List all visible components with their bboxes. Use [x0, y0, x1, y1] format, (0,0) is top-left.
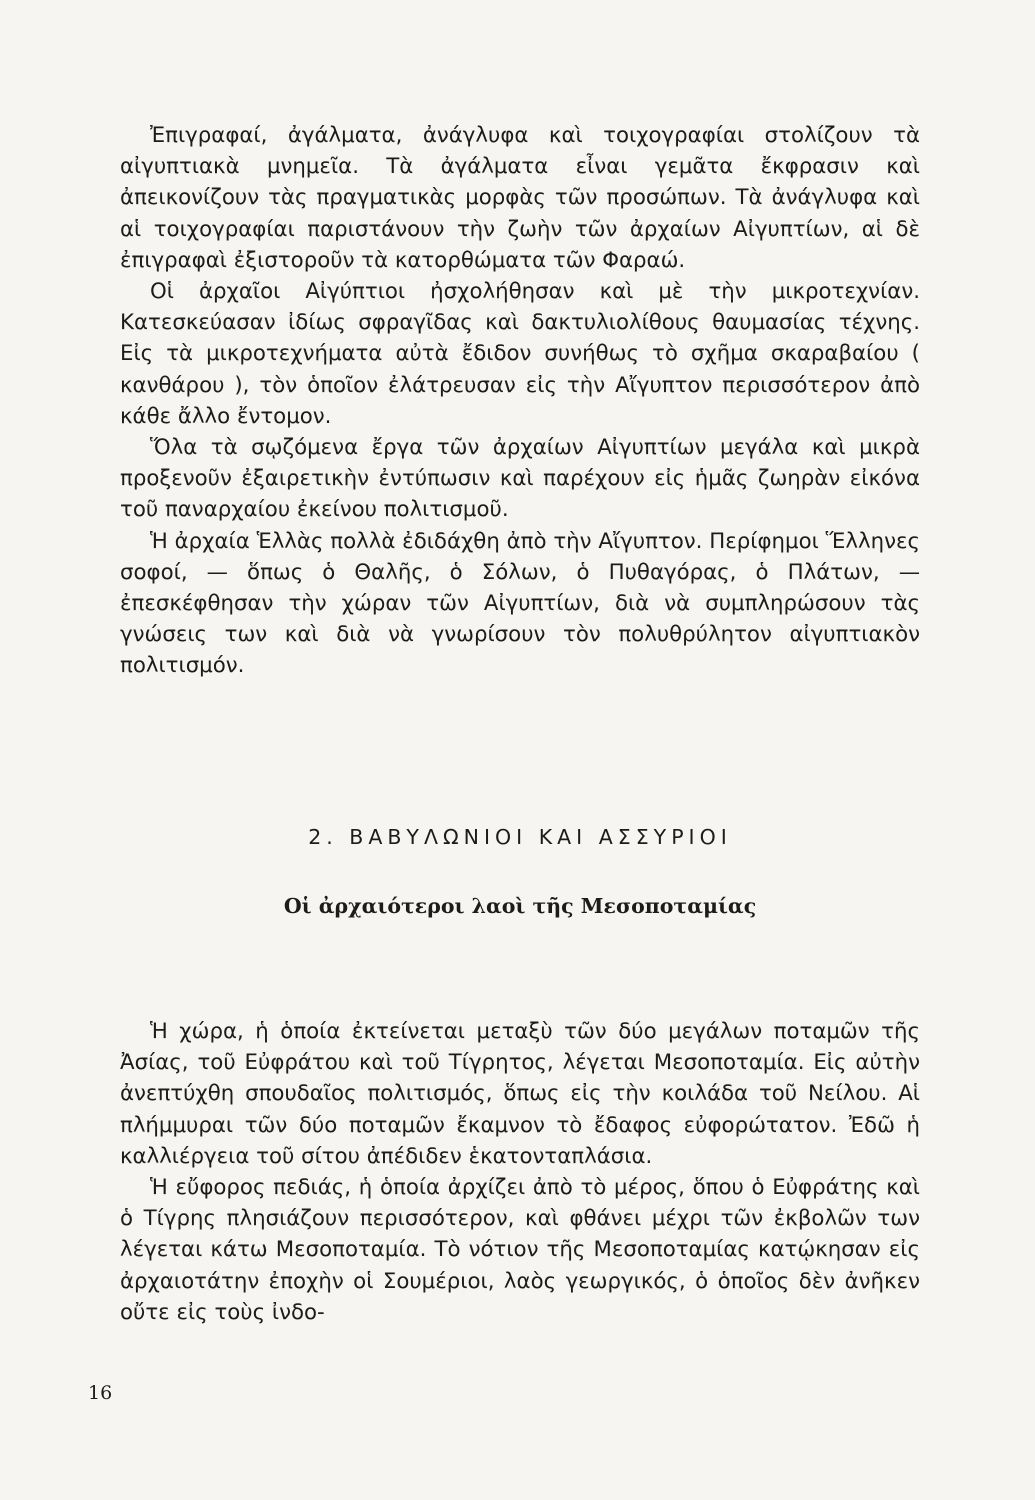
text-block-egypt	[120, 120, 920, 682]
page-number: 16	[88, 1382, 113, 1404]
paragraph-surviving-works: Ὅλα τὰ σῳζόμενα ἔργα τῶν ἀρχαίων Αἰγυπτίων μεγάλα καὶ μικρὰ προξενοῦν ἐξαιρετικὴν ἐντύπωσιν καὶ παρέχουν εἰς ἡμᾶς ζωηρὰν εἰκόνα τοῦ παναρχαίου ἐκείνου πολιτισμοῦ.	[120, 435, 920, 523]
paragraph-egyptian-art: Ἐπιγραφαί, ἀγάλματα, ἀνάγλυφα καὶ τοιχογραφίαι στολίζουν τὰ αἰγυπτιακὰ μνημεῖα. Τὰ ἀγάλματα εἶναι γεμᾶτα ἔκφρασιν καὶ ἀπεικονίζουν τὰς πραγματικὰς μορφὰς τῶν προσώπων. Τὰ ἀνάγλυφα καὶ αἱ τοιχογραφίαι παριστάνουν τὴν ζωὴν τῶν ἀρχαίων Αἰγυπτίων, αἱ δὲ ἐπιγραφαὶ ἐξιστοροῦν τὰ κατορθώματα τῶν Φαραώ.	[120, 123, 920, 273]
text-block-mesopotamia	[120, 1016, 920, 1328]
subheading: Οἱ ἀρχαιότεροι λαοὶ τῆς Μεσοποταμίας	[283, 894, 757, 918]
paragraph-greek-visitors: Ἡ ἀρχαία Ἑλλὰς πολλὰ ἐδιδάχθη ἀπὸ τὴν Αἴγυπτον. Περίφημοι Ἕλληνες σοφοί, — ὅπως ὁ Θαλῆς, ὁ Σόλων, ὁ Πυθαγόρας, ὁ Πλάτων, — ἐπεσκέφθησαν τὴν χώραν τῶν Αἰγυπτίων, διὰ νὰ συμπληρώσουν τὰς γνώσεις των καὶ διὰ νὰ γνωρίσουν τὸν πολυθρύλητον αἰγυπτιακὸν πολιτισμόν.	[120, 528, 920, 679]
paragraph-lower-mesopotamia: Ἡ εὔφορος πεδιάς, ἡ ὁποία ἀρχίζει ἀπὸ τὸ μέρος, ὅπου ὁ Εὐφράτης καὶ ὁ Τίγρης πλησιάζουν περισσότερον, καὶ φθάνει μέχρι τῶν ἐκβολῶν των λέγεται κάτω Μεσοποταμία. Τὸ νότιον τῆς Μεσοποταμίας κατῴκησαν εἰς ἀρχαιοτάτην ἐποχὴν οἱ Σουμέριοι, λαὸς γεωργικός, ὁ ὁποῖος δὲν ἀνῆκεν οὔτε εἰς τοὺς ἰνδο-	[120, 1175, 920, 1325]
section-heading: 2. ΒΑΒΥΛΩΝΙΟΙ ΚΑΙ ΑΣΣΥΡΙΟΙ	[308, 825, 732, 849]
paragraph-mesopotamia-land: Ἡ χώρα, ἡ ὁποία ἐκτείνεται μεταξὺ τῶν δύο μεγάλων ποταμῶν τῆς Ἀσίας, τοῦ Εὐφράτου καὶ τοῦ Τίγρητος, λέγεται Μεσοποταμία. Εἰς αὐτὴν ἀνεπτύχθη σπουδαῖος πολιτισμός, ὅπως εἰς τὴν κοιλάδα τοῦ Νείλου. Αἱ πλήμμυραι τῶν δύο ποταμῶν ἔκαμνον τὸ ἔδαφος εὐφορώτατον. Ἐδῶ ἡ καλλιέργεια τοῦ σίτου ἀπέδιδεν ἑκατονταπλάσια.	[120, 1019, 920, 1169]
paragraph-microtechnics: Οἱ ἀρχαῖοι Αἰγύπτιοι ἠσχολήθησαν καὶ μὲ τὴν μικροτεχνίαν. Κατεσκεύασαν ἰδίως σφραγῖδας καὶ δακτυλιολίθους θαυμασίας τέχνης. Εἰς τὰ μικροτεχνήματα αὐτὰ ἔδιδον συνήθως τὸ σχῆμα σκαραβαίου ( κανθάρου ), τὸν ὁποῖον ἐλάτρευσαν εἰς τὴν Αἴγυπτον περισσότερον ἀπὸ κάθε ἄλλο ἔντομον.	[120, 279, 920, 429]
